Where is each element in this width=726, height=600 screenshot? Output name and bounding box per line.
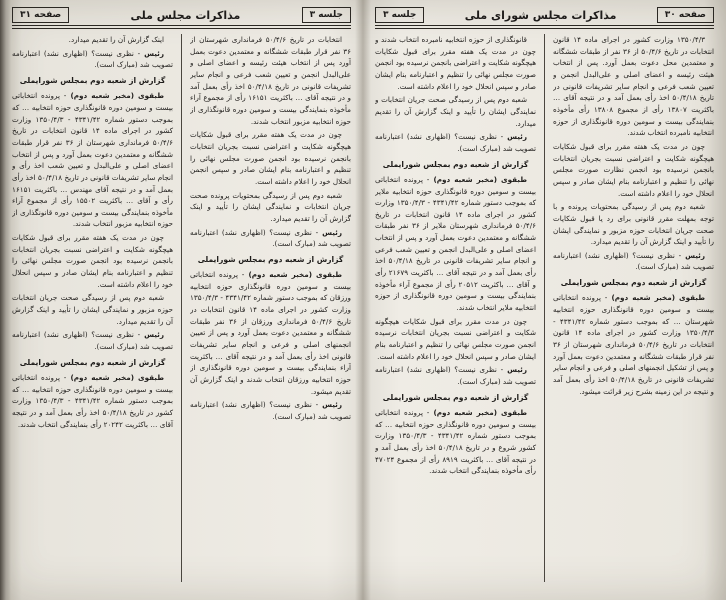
page-31-columns [12,34,351,582]
speaker-name: طبقوی (مخبر شعبه دوم) [429,407,527,417]
page-30-column-left [375,34,545,582]
report-heading: گزارش از شعبه دوم بمجلس شورایملی [197,254,344,264]
paragraph: شعبه دوم پس از رسیدگی صحت جریان انتخابات و نمایندگی ایشان را تأیید و اینک گزارش آن را تقدیم میدارد. [375,95,536,128]
speaker-name: رئیس [140,330,165,340]
speaker-name: رئیس [318,400,343,410]
paragraph: رئیس - نظری نیست؟ (اظهاری نشد) اعتبارنامه تصویب شد (مبارک است). [553,250,714,272]
paragraph: رئیس - نظری نیست؟ (اظهاری نشد) اعتبارنامه تصویب شد (مبارک است). [375,365,536,387]
speaker-name: طبقوی (مخبر شعبه دوم) [429,174,527,184]
report-heading: گزارش از شعبه دوم بمجلس شورایملی [382,159,529,169]
paragraph: طبقوی (مخبر شعبه دوم) - پرونده انتخاباتی بیست و سومین دوره قانونگذاری حوزه انتخابیه شهرستان … که بموجب دستور شماره ۴۳۴۱/۴۲ - ۱۳۵۰/۴/۳ وزارت کشور در اجرای ماده ۱۴ قانون انتخابات در تاریخ ۵۰/۴/۶ فرمانداری شهرستان از ۳۶ نفر قرار طبقات ششگانه و معتمدین دعوت بعمل آورد و پس از تشکیل انجمنهای اصلی و فرعی و انجام سایر تشریفات قانونی در تاریخ ۵۰/۴/۱۸ اخذ رأی بعمل آمد و نتیجه در این زمینه بشرح زیر قرائت میشود. [553,293,714,396]
page-title: مذاکرات مجلس شورای ملی [464,8,617,22]
speaker-name: طبقوی (مخبر شعبه دوم) [66,91,164,101]
session-label: جلسه ۳ [375,7,424,23]
page-31-column-right [190,34,351,582]
paragraph: چون در مدت یک هفته مقرر برای قبول شکایات هیچگونه شکایت و اعتراضی نسبت بجریان انتخابات بانجمن نرسیده بود انجمن نظارت صورت مجلس نهائی را تنظیم و اعتبارنامه بنام ایشان صادر و سپس انحلال خود را اعلام داشته است. [553,141,714,198]
speaker-name: رئیس [503,132,528,142]
page-number-label: صفحه ۳۰ [657,7,714,23]
speaker-name: طبقوی (مخبر شعبه دوم) [607,293,705,303]
speaker-name: رئیس [681,250,706,260]
paragraph: طبقوی (مخبر شعبه دوم) - پرونده انتخاباتی بیست و سومین دوره قانونگذاری حوزه انتخابیه … که بموجب دستور شماره ۴۳۴۱/۴۲ - ۱۳۵۰/۴/۳ وزارت کشور شروع و در تاریخ ۵۰/۴/۱۸ اخذ رأی بعمل آمد و در نتیجه آقای … باکثریت ۸۹۱۹ رأی از مجموع ۴۷۰۲۴ رأی مأخوذه بنمایندگی انتخاب شدند. [375,407,536,476]
speaker-name: طبقوی (مخبر شعبه دوم) [244,270,342,280]
paragraph: انتخابات در تاریخ ۵۰/۴/۶ فرمانداری شهرستان از ۳۶ نفر قرار طبقات ششگانه و معتمدین دعوت بعمل آورد پس از انتخاب هیئت رئیسه و اعضای اصلی و علی‌البدل انجمن و تعیین شعب فرعی و انجام سایر تشریفات قانونی در تاریخ ۵۰/۴/۱۸ اخذ رأی بعمل آمد و در نتیجه آقای … باکثریت ۱۶۱۵۱ رأی از مجموع آراء مأخوذه بنمایندگی بیست و سومین دوره قانونگذاری از حوزه انتخابیه مزبور انتخاب شدند. [190,35,351,126]
paragraph: رئیس - نظری نیست؟ (اظهاری نشد) اعتبارنامه تصویب شد (مبارک است). [12,330,173,352]
page-30 [363,0,726,600]
paragraph: رئیس - نظری نیست؟ (اظهاری نشد) اعتبارنامه تصویب شد (مبارک است). [12,48,173,70]
speaker-name: رئیس [318,227,343,237]
paragraph: چون در مدت یک هفته مقرر برای قبول شکایات هیچگونه شکایت و اعتراضی نسبت بجریان انتخابات بانجمن نرسیده بود انجمن صورت مجلس نهائی را تنظیم و اعتبارنامه بنام ایشان صادر و سپس انجمن انحلال خود را اعلام داشته است. [190,130,351,186]
page-gutter [355,0,371,600]
paragraph: طبقوی (مخبر شعبه دوم) - پرونده انتخاباتی بیست و سومین دوره قانونگذاری حوزه انتخابیه … که بموجب دستور شماره ۴۳۴۱/۴۲ - ۱۳۵۰/۴/۳ وزارت کشور در تاریخ ۵۰/۴/۱۸ اخذ رأی بعمل آمد و در نتیجه آقای … باکثریت ۲۰۲۴۲ رأی بنمایندگی انتخاب شدند. [12,373,173,429]
paragraph: اینک گزارش آن را تقدیم میدارد. [68,35,164,44]
paragraph: قانونگذاری از حوزه انتخابیه نامبرده انتخاب شدند و چون در مدت یک هفته مقرر برای قبول شکایات هیچگونه شکایت و اعتراضی بانجمن نرسیده بود انجمن صورت مجلس نهائی را تنظیم و اعتبارنامه بنام ایشان صادر و سپس انحلال خود را اعلام داشته است. [375,35,536,91]
report-heading: گزارش از شعبه دوم بمجلس شورایملی [19,75,166,85]
paragraph: ۱۳۵۰/۴/۳ وزارت کشور در اجرای ماده ۱۴ قانون انتخابات در تاریخ ۵۰/۴/۶ از ۳۶ نفر از طبقات ششگانه و معتمدین محل دعوت بعمل آورد. پس از انتخاب هیئت رئیسه و اعضای اصلی و علی‌البدل انجمن و تعیین شعب فرعی و انجام سایر تشریفات قانونی در تاریخ ۵۰/۴/۱۸ اخذ رأی بعمل آمد و در نتیجه آقای … باکثریت ۱۳۸۰۷ رأی از مجموع ۱۳۸۰۸ رأی مأخوذه بنمایندگی بیست و سومین دوره قانونگذاری از حوزه انتخابیه نامبرده انتخاب شدند. [553,35,714,138]
paragraph: چون در مدت مقرر برای قبول شکایات هیچگونه شکایت و اعتراضی نسبت بجریان انتخابات نرسیده انجمن صورت مجلس نهائی را تنظیم و اعتبارنامه بنام ایشان صادر و سپس انحلال خود را اعلام داشته است. [375,316,536,361]
report-heading: گزارش از شعبه دوم بمجلس شورایملی [19,357,166,367]
paragraph: شعبه دوم پس از رسیدگی بمحتویات پرونده و با توجه بمهلت مقرر قانونی برای رد یا قبول شکایات صحت جریان انتخابات حوزه مزبور و نمایندگی ایشان را تأیید و اینک گزارش آن را تقدیم میدارد. [553,202,714,247]
speaker-name: طبقوی (مخبر شعبه دوم) [66,373,164,382]
paragraph: طبقوی (مخبر شعبه دوم) - پرونده انتخاباتی بیست و سومین دوره قانونگذاری حوزه انتخابیه ملایر که بموجب دستور شماره ۴۳۴۱/۴۲ - ۱۳۵۰/۴/۳ وزارت کشور در اجرای ماده ۱۴ قانون انتخابات در تاریخ ۵۰/۴/۶ فرمانداری شهرستان ملایر از ۳۶ نفر طبقات ششگانه و معتمدین دعوت بعمل آورد و پس از انتخاب اعضای اصلی و علی‌البدل انجمن و تعیین شعب فرعی و انجام سایر تشریفات قانونی در تاریخ ۵۰/۴/۱۸ اخذ رأی بعمل آمد و در نتیجه آقای … باکثریت ۲۱۶۷۹ رأی و آقای … باکثریت ۲۰۵۱۲ رأی از مجموع آراء مأخوذه بنمایندگی بیست و سومین دوره قانونگذاری از حوزه انتخابیه ملایر انتخاب شدند. [375,174,536,313]
session-label: جلسه ۳ [302,7,351,23]
paragraph: رئیس - نظری نیست؟ (اظهاری نشد) اعتبارنامه تصویب شد (مبارک است). [190,227,351,249]
page-number-label: صفحه ۳۱ [12,7,69,23]
binding-shadow [0,0,11,600]
report-heading: گزارش از شعبه دوم بمجلس شورایملی [560,278,707,288]
page-30-header [375,7,714,29]
page-30-columns [375,34,714,582]
report-heading: گزارش از شعبه دوم بمجلس شورایملی [382,392,529,402]
paragraph: رئیس - نظری نیست؟ (اظهاری نشد) اعتبارنامه تصویب شد (مبارک است). [375,132,536,153]
page-title: مذاکرات مجلس ملی [130,8,241,22]
paragraph: شعبه دوم پس از رسیدگی صحت جریان انتخابات حوزه مزبور و نمایندگی ایشان را تأیید و اینک گزارش آن را تقدیم میدارد. [12,293,173,326]
page-31-header [12,7,351,29]
speaker-name: رئیس [140,48,165,58]
speaker-name: رئیس [503,365,528,375]
page-31-column-left [12,34,182,582]
paragraph: طبقوی (مخبر شعبه دوم) - پرونده انتخاباتی بیست و سومین دوره قانونگذاری حوزه انتخابیه ورزقان که بموجب دستور شماره ۴۳۴۱/۴۲ - ۱۳۵۰/۴/۳ وزارت کشور در اجرای ماده ۱۴ قانون انتخابات در تاریخ ۵۰/۴/۶ فرمانداری ورزقان از ۳۶ نفر طبقات ششگانه و معتمدین دعوت بعمل آورد و پس از تعیین انجمنهای اصلی و فرعی و انجام سایر تشریفات قانونی اخذ رأی بعمل آمد و در نتیجه آقای … باکثریت آراء بنمایندگی بیست و سومین دوره قانونگذاری از حوزه انتخابیه ورزقان انتخاب شدند و اینک گزارش آن تقدیم میشود. [190,270,351,396]
paragraph: طبقوی (مخبر شعبه دوم) - پرونده انتخاباتی بیست و سومین دوره قانونگذاری حوزه انتخابیه … که بموجب دستور شماره ۴۳۴۱/۴۲ - ۱۳۵۰/۴/۳ وزارت کشور در اجرای ماده ۱۴ قانون انتخابات در تاریخ ۵۰/۴/۶ فرمانداری شهرستان از ۳۶ نفر قرار طبقات ششگانه و معتمدین دعوت بعمل آورد و پس از انتخاب اعضای اصلی و علی‌البدل و تعیین شعب اخذ رأی و انجام سایر تشریفات قانونی در تاریخ ۵۰/۴/۱۸ اخذ رأی بعمل آمد و در نتیجه آقای مهندس … باکثریت ۱۶۱۵۱ رأی و آقای … باکثریت ۱۵۵۰۲ رأی از مجموع آراء مأخوذه بنمایندگی بیست و سومین دوره قانونگذاری از حوزه انتخابیه مزبور انتخاب شدند. [12,91,173,229]
paragraph: چون در مدت یک هفته مقرر برای قبول شکایات هیچگونه شکایت و اعتراضی نسبت بجریان انتخابات بانجمن نرسیده بود انجمن صورت مجلس نهائی را تنظیم و اعتبارنامه بنام ایشان صادر و سپس انحلال خود را اعلام داشته است. [12,233,173,289]
paragraph: رئیس - نظری نیست؟ (اظهاری نشد) اعتبارنامه تصویب شد (مبارک است). [190,400,351,421]
page-30-column-right [553,34,714,582]
paragraph: شعبه دوم پس از رسیدگی بمحتویات پرونده صحت جریان انتخابات و نمایندگی ایشان را تأیید و اینک گزارش آن را تقدیم میدارد. [190,190,351,223]
